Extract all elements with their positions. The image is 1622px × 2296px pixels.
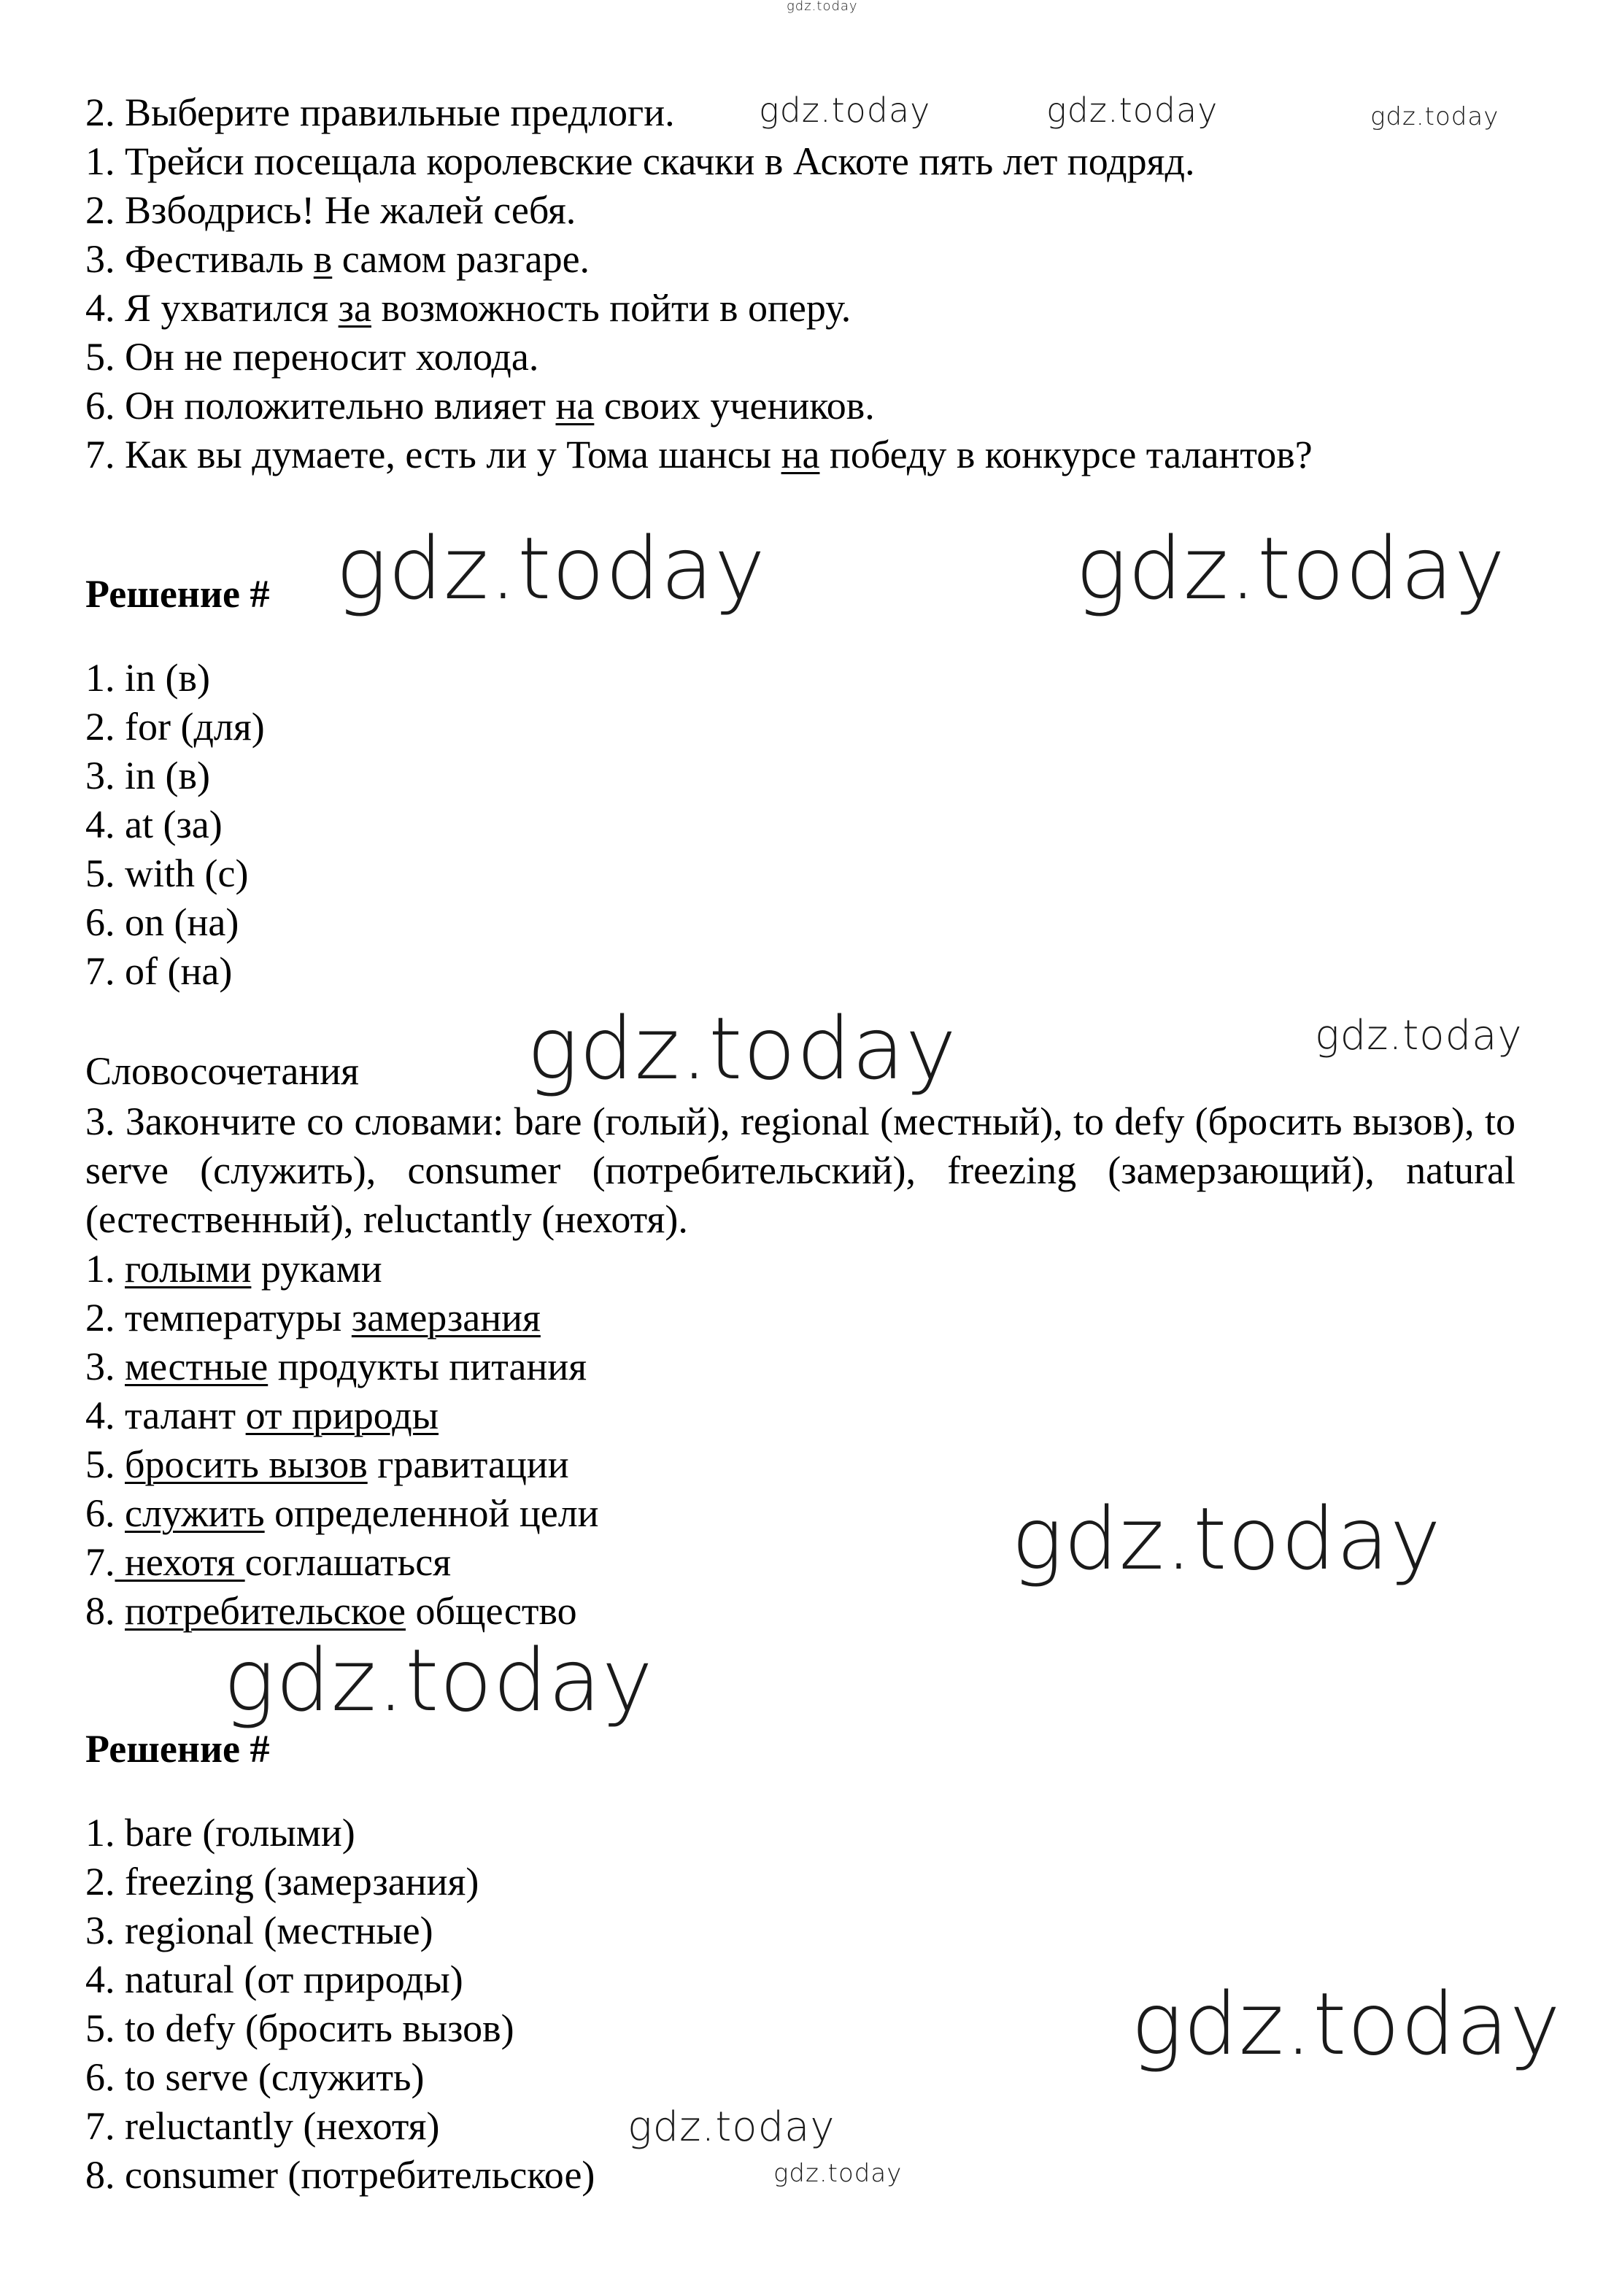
watermark: gdz.today	[336, 518, 766, 619]
underlined-answer: местные	[125, 1345, 269, 1388]
list-item	[85, 1245, 1515, 1294]
answer-item: 3. in (в)	[85, 754, 210, 797]
list-item	[85, 1587, 1515, 1636]
answer-item: 5. to defy (бросить вызов)	[85, 2006, 514, 2050]
answer-item: 5. with (с)	[85, 851, 249, 895]
item-text: возможность пойти в оперу.	[371, 286, 851, 330]
list-item	[85, 186, 1515, 235]
item-text: 6. Он положительно влияет	[85, 384, 556, 428]
list-item	[85, 235, 1515, 284]
watermark: gdz.today	[773, 2159, 903, 2188]
item-text: 6.	[85, 1491, 125, 1535]
item-text: 8.	[85, 1589, 125, 1633]
item-text: общество	[406, 1589, 577, 1633]
item-text: определенной цели	[264, 1491, 599, 1535]
item-text: 5. Он не переносит холода.	[85, 335, 539, 379]
item-text: 3. Фестиваль	[85, 237, 314, 281]
answer-item: 3. regional (местные)	[85, 1909, 433, 1952]
watermark: gdz.today	[223, 1630, 654, 1731]
underlined-answer: замерзания	[351, 1296, 541, 1340]
answer-item: 4. at (за)	[85, 803, 223, 846]
item-text: 4. Я ухватился	[85, 286, 339, 330]
answer-item: 6. on (на)	[85, 900, 239, 944]
answer-item: 6. to serve (служить)	[85, 2055, 425, 2099]
item-text: 7. Как вы думаете, есть ли у Тома шансы	[85, 433, 781, 476]
underlined-answer: за	[338, 286, 371, 330]
list-item	[85, 284, 1515, 333]
task2-items	[85, 137, 1515, 479]
item-text: 7.	[85, 1540, 115, 1584]
watermark: gdz.today	[627, 2103, 835, 2151]
underlined-answer: в	[313, 237, 333, 281]
list-item	[85, 1342, 1515, 1391]
item-text: победу в конкурсе талантов?	[819, 433, 1313, 476]
item-text: соглашаться	[244, 1540, 452, 1584]
task2-header: 2. Выберите правильные предлоги.	[85, 90, 675, 134]
list-item	[85, 430, 1515, 479]
task3-solution-title: Решение #	[85, 1727, 270, 1771]
underlined-answer: потребительское	[125, 1589, 406, 1633]
underlined-answer: голыми	[125, 1247, 252, 1291]
underlined-answer: служить	[125, 1491, 265, 1535]
list-item	[85, 1440, 1515, 1489]
answer-item: 7. of (на)	[85, 949, 233, 993]
item-text: продукты питания	[268, 1345, 587, 1388]
watermark: gdz.today	[1046, 90, 1219, 130]
list-item	[85, 1294, 1515, 1342]
item-text: своих учеников.	[594, 384, 875, 428]
task3-instruction: 3. Закончите со словами: bare (голый), regional (местный), to defy (бросить вызов), to serve (служить), consumer (потребительский), freezing (замерзающий), natural (естественный), reluctantly (нехотя).	[85, 1099, 1515, 1241]
underlined-answer: от природы	[245, 1394, 439, 1437]
answer-item: 7. reluctantly (нехотя)	[85, 2104, 440, 2148]
watermark: gdz.today	[1131, 1974, 1561, 2074]
item-text: 2. температуры	[85, 1296, 352, 1340]
list-item	[85, 333, 1515, 382]
underlined-answer: бросить вызов	[125, 1442, 368, 1486]
underlined-answer: нехотя	[115, 1540, 245, 1584]
underlined-answer: на	[781, 433, 820, 476]
item-text: руками	[251, 1247, 382, 1291]
item-text: 2. Взбодрись! Не жалей себя.	[85, 188, 576, 232]
item-text: гравитации	[367, 1442, 569, 1486]
list-item	[85, 137, 1515, 186]
task2-answers	[85, 654, 1515, 996]
task3-section-title: Словосочетания	[85, 1049, 359, 1093]
answer-item: 4. natural (от природы)	[85, 1957, 463, 2001]
item-text: 1.	[85, 1247, 125, 1291]
answer-item: 2. freezing (замерзания)	[85, 1860, 479, 1903]
answer-item: 8. consumer (потребительское)	[85, 2153, 595, 2197]
item-text: 1. Трейси посещала королевские скачки в Аскоте пять лет подряд.	[85, 139, 1195, 183]
watermark: gdz.today	[1315, 1012, 1523, 1059]
list-item	[85, 1391, 1515, 1440]
watermark: gdz.today	[787, 0, 858, 14]
watermark: gdz.today	[1011, 1488, 1442, 1589]
watermark: gdz.today	[1370, 102, 1499, 131]
answer-item: 1. in (в)	[85, 656, 210, 700]
list-item	[85, 382, 1515, 430]
task2-exercise	[85, 88, 1515, 479]
underlined-answer: на	[555, 384, 595, 428]
task2-solution-title: Решение #	[85, 572, 270, 616]
watermark: gdz.today	[759, 90, 931, 130]
item-text: 3.	[85, 1345, 125, 1388]
answer-item: 2. for (для)	[85, 705, 265, 749]
watermark: gdz.today	[1075, 518, 1506, 619]
answer-item: 1. bare (голыми)	[85, 1811, 355, 1855]
watermark: gdz.today	[527, 998, 957, 1099]
item-text: 4. талант	[85, 1394, 246, 1437]
item-text: 5.	[85, 1442, 125, 1486]
item-text: самом разгаре.	[332, 237, 590, 281]
